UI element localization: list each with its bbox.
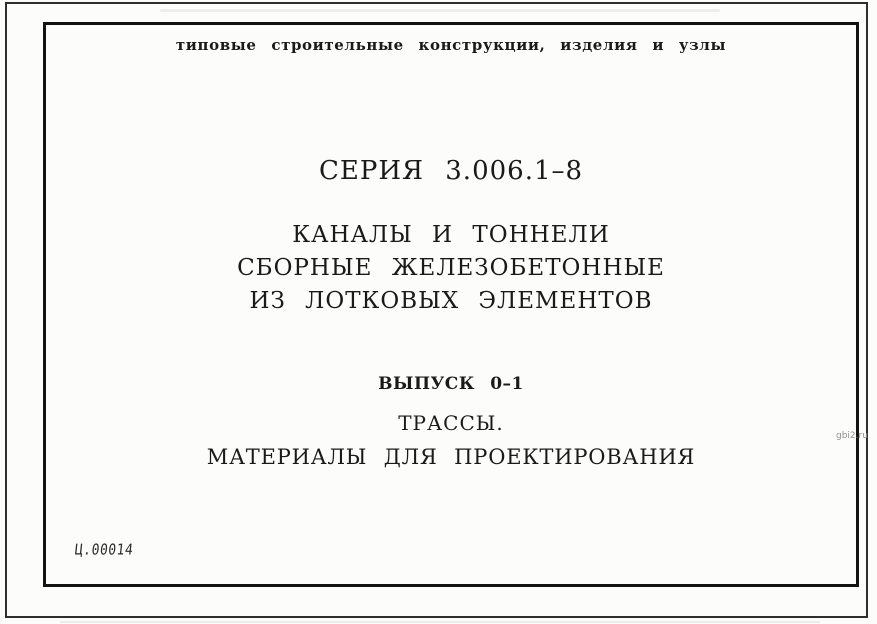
inventory-stamp: Ц.00014 — [74, 541, 135, 559]
main-title — [43, 219, 859, 318]
main-title-line-2: СБОРНЫЕ ЖЕЛЕЗОБЕТОННЫЕ — [237, 255, 665, 281]
series-number: СЕРИЯ 3.006.1–8 — [318, 156, 584, 186]
main-title-line-3: ИЗ ЛОТКОВЫХ ЭЛЕМЕНТОВ — [249, 288, 653, 314]
document-type-header: типовые строительные конструкции, изделия и узлы — [175, 36, 727, 54]
main-title-line-1: КАНАЛЫ И ТОННЕЛИ — [292, 222, 610, 248]
site-watermark: gbi2.ru — [836, 431, 868, 441]
scan-artifact-bottom — [60, 621, 820, 623]
title-block — [43, 22, 859, 587]
issue-number: ВЫПУСК 0–1 — [378, 374, 524, 394]
subtitle-line-1: ТРАССЫ. — [398, 411, 504, 435]
subtitle-line-2: МАТЕРИАЛЫ ДЛЯ ПРОЕКТИРОВАНИЯ — [206, 445, 696, 469]
